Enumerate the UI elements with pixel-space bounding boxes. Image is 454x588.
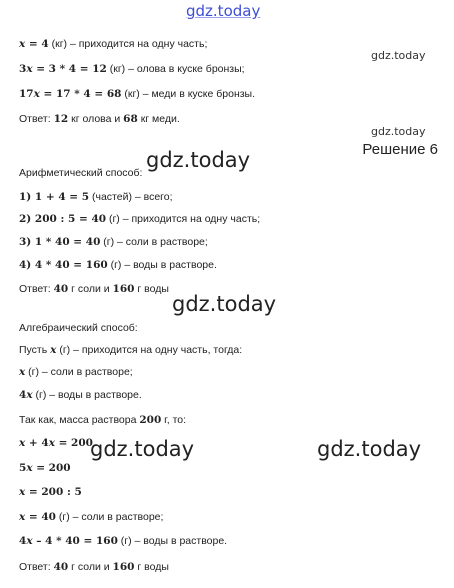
- math-expression: + 4: [25, 437, 49, 449]
- method-heading: Арифметический способ:: [19, 167, 143, 179]
- line-text: (г) – воды в растворе.: [117, 535, 228, 547]
- solution-line: [19, 366, 133, 379]
- line-text: кг меди.: [137, 113, 180, 125]
- line-text: (кг) – меди в куске бронзы.: [121, 88, 256, 100]
- line-text: (кг) – приходится на одну часть;: [48, 38, 208, 50]
- answer-label: Ответ:: [19, 561, 54, 573]
- math-variable: x: [33, 88, 40, 100]
- equation-line: [19, 462, 71, 475]
- answer-number: 160: [112, 561, 135, 573]
- answer-line: [19, 283, 169, 296]
- solution-line: [19, 38, 207, 51]
- line-text: г соли и: [68, 283, 113, 295]
- watermark-large: gdz.today: [146, 148, 251, 172]
- line-text: г, то:: [161, 414, 187, 426]
- solution-line: [19, 344, 242, 357]
- math-expression: 3: [19, 63, 27, 75]
- math-expression: 2) 200 : 5 = 40: [19, 213, 107, 225]
- line-text: (частей) – всего;: [89, 191, 173, 203]
- math-variable: x: [48, 437, 55, 449]
- math-expression: 4: [19, 535, 27, 547]
- math-expression: 5: [19, 462, 27, 474]
- line-text: (г) – соли в растворе;: [56, 511, 164, 523]
- solution-line: [19, 191, 173, 204]
- method-heading: Алгебраический способ:: [19, 322, 138, 334]
- line-text: (кг) – олова в куске бронзы;: [106, 63, 245, 75]
- line-text: (г) – воды в растворе.: [107, 259, 217, 271]
- math-expression: = 200: [32, 462, 71, 474]
- solution-line: [19, 213, 260, 226]
- watermark-small: gdz.today: [371, 125, 426, 138]
- answer-label: Ответ:: [19, 113, 54, 125]
- line-text: кг олова и: [68, 113, 124, 125]
- math-expression: = 3 * 4 = 12: [32, 63, 107, 75]
- watermark-large: gdz.today: [317, 437, 422, 461]
- line-text: Пусть: [19, 344, 51, 356]
- section-heading: Решение 6: [362, 141, 438, 158]
- math-expression: 3) 1 * 40 = 40: [19, 236, 101, 248]
- answer-line: [19, 113, 180, 126]
- math-variable: x: [26, 462, 33, 474]
- line-text: г воды: [134, 283, 169, 295]
- equation-line: [19, 437, 93, 450]
- answer-number: 40: [53, 561, 69, 573]
- watermark-small: gdz.today: [371, 49, 426, 62]
- math-expression: – 4 * 40 = 160: [32, 535, 118, 547]
- math-number: 200: [139, 414, 162, 426]
- solution-line: [19, 259, 217, 272]
- line-text: (г) – соли в растворе;: [100, 236, 208, 248]
- math-variable: x: [19, 511, 26, 523]
- line-text: (г) – приходится на одну часть;: [106, 213, 261, 225]
- solution-line: [19, 535, 227, 548]
- solution-line: [19, 389, 142, 402]
- answer-number: 12: [53, 113, 69, 125]
- line-text: г соли и: [68, 561, 113, 573]
- math-variable: x: [19, 38, 26, 50]
- line-text: (г) – воды в растворе.: [32, 389, 142, 401]
- math-expression: = 17 * 4 = 68: [39, 88, 122, 100]
- solution-line: [19, 63, 245, 76]
- math-expression: 4) 4 * 40 = 160: [19, 259, 108, 271]
- solution-line: [19, 88, 255, 101]
- line-text: (г) – приходится на одну часть, тогда:: [56, 344, 243, 356]
- math-variable: x: [19, 486, 26, 498]
- answer-number: 40: [53, 283, 69, 295]
- answer-line: [19, 561, 169, 574]
- solution-line: [19, 236, 208, 249]
- watermark-large: gdz.today: [90, 437, 195, 461]
- watermark-top[interactable]: gdz.today: [186, 2, 261, 20]
- math-expression: 1) 1 + 4 = 5: [19, 191, 90, 203]
- math-expression: = 4: [25, 38, 49, 50]
- solution-line: [19, 511, 163, 524]
- answer-number: 160: [112, 283, 135, 295]
- math-variable: x: [26, 535, 33, 547]
- math-variable: x: [19, 437, 26, 449]
- line-text: Так как, масса раствора: [19, 414, 140, 426]
- math-variable: x: [26, 63, 33, 75]
- line-text: (г) – соли в растворе;: [25, 366, 133, 378]
- math-expression: = 200: [54, 437, 93, 449]
- answer-number: 68: [123, 113, 138, 125]
- equation-line: [19, 486, 82, 499]
- watermark-large: gdz.today: [172, 292, 277, 316]
- math-expression: 4: [19, 389, 27, 401]
- line-text: г воды: [134, 561, 169, 573]
- solution-line: [19, 414, 186, 427]
- math-expression: = 200 : 5: [25, 486, 82, 498]
- math-variable: x: [26, 389, 33, 401]
- math-expression: 17: [19, 88, 34, 100]
- answer-label: Ответ:: [19, 283, 54, 295]
- math-variable: x: [50, 344, 57, 356]
- math-expression: = 40: [25, 511, 56, 523]
- math-variable: x: [19, 366, 26, 378]
